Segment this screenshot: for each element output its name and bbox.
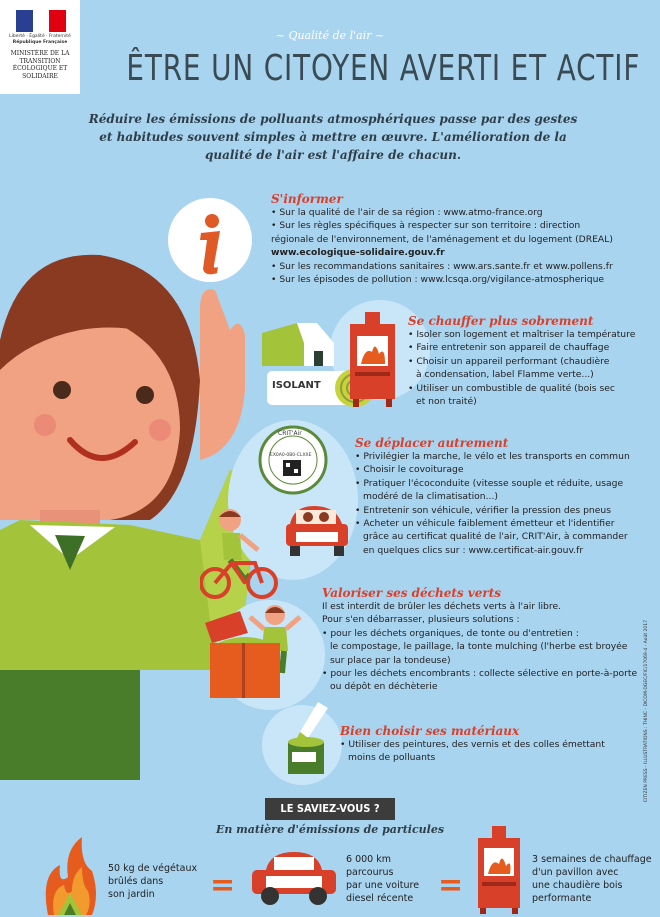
paint-can-icon [280,700,340,775]
section-chauffer [408,314,658,408]
info-icon [165,195,255,285]
section-title: S'informer [271,192,343,206]
section-materiaux [340,724,640,765]
page-title: ÊTRE UN CITOYEN AVERTI ET ACTIF [126,48,641,89]
burning-leaves-icon [40,835,100,917]
section-title: Valoriser ses déchets verts [322,586,502,600]
critair-label: CRIT'Air [278,430,302,437]
kicker: ~ Qualité de l'air ~ [275,29,385,42]
bicycle-rider-icon [200,505,280,600]
section-title: Bien choisir ses matériaux [340,724,520,738]
isolant-label: ISOLANT [272,380,321,391]
compost-bin-icon [200,603,320,703]
saviez-subtitle: En matière d'émissions de particules [215,823,445,836]
credit-line: CITIZEN PRESS - ILLUSTRATIONS : THINC - DICOM-DGEC/FIC/17069-4 - Août 2017 [644,620,649,803]
equals-sign: = [210,868,236,903]
fact-chauffage: 3 semaines de chauffage d'un pavillon avec une chaudière bois performante [532,854,652,904]
fact-vegetaux: 50 kg de végétaux brûlés dans son jardin [108,863,198,900]
section-body: • Sur la qualité de l'air de sa région : www.atmo-france.org • Sur les règles spécifiques à respecter sur son territoire : direction régionale de l'environnement, de l'aménagement et du logement (DREAL) www.ecologique-solidaire.gouv.fr • Sur les recommandations sanitaires : www.ars.sante.fr et www.pollens.fr • Sur les épisodes de pollution : www.lcsqa.org/vigilance-atmospherique [271,207,613,286]
critair-code: EX0A0-0B0-CLXXE [270,453,312,458]
section-body: • Utiliser des peintures, des vernis et des colles émettant moins de polluants [340,739,605,764]
ministry-logo [0,0,80,94]
section-body: • Isoler son logement et maîtriser la température • Faire entretenir son appareil de chauffage • Choisir un appareil performant (chaudière à condensation, label Flamme verte...) • Utiliser un combustible de qualité (bois sec et non traité) [408,329,636,408]
wood-boiler-icon [474,826,524,914]
saviez-vous-banner: LE SAVIEZ-VOUS ? [265,798,395,820]
section-body: • Privilégier la marche, le vélo et les transports en commun • Choisir le covoiturage • Pratiquer l'écoconduite (vitesse souple et réduite, usage modéré de la climatisation...) • Entretenir son véhicule, vérifier la pression des pneus • Acheter un véhicule faiblement émetteur et l'identifier grâce au certificat qualité de l'air, CRIT'Air, à commander en quelques clics sur : www.certificat-air.gouv.fr [355,451,630,556]
french-flag-icon [16,10,66,32]
section-deplacer [355,436,655,557]
house-icon [262,318,342,368]
logo-motto: Liberté · Égalité · Fraternité République Française [9,34,71,45]
section-dechets [322,586,642,694]
section-body: Il est interdit de brûler les déchets verts à l'air libre. Pour s'en débarrasser, plusieurs solutions : • pour les déchets organiques, de tonte ou d'entretien : le compostage, le paillage, la tonte mulching (l'herbe est broyée sur place par la tondeuse) • pour les déchets encombrants : collecte sélective en porte-à-porte ou dépôt en déchèterie [322,601,638,693]
intro-text: Réduire les émissions de polluants atmosphériques passe par des gestes et habitudes souvent simples à mettre en œuvre. L'amélioration de la qualité de l'air est l'affaire de chacun. [88,112,578,162]
car-icon [284,502,350,562]
ministry-name: MINISTÈRE DE LA TRANSITION ÉCOLOGIQUE ET SOLIDAIRE [10,50,70,80]
equals-sign: = [438,868,464,903]
diesel-car-icon [248,848,340,908]
section-title: Se déplacer autrement [355,436,509,450]
section-informer [271,192,656,286]
section-title: Se chauffer plus sobrement [408,314,594,328]
fact-voiture: 6 000 km parcourus par une voiture diesel récente [346,854,420,904]
wood-stove-icon [345,312,400,407]
